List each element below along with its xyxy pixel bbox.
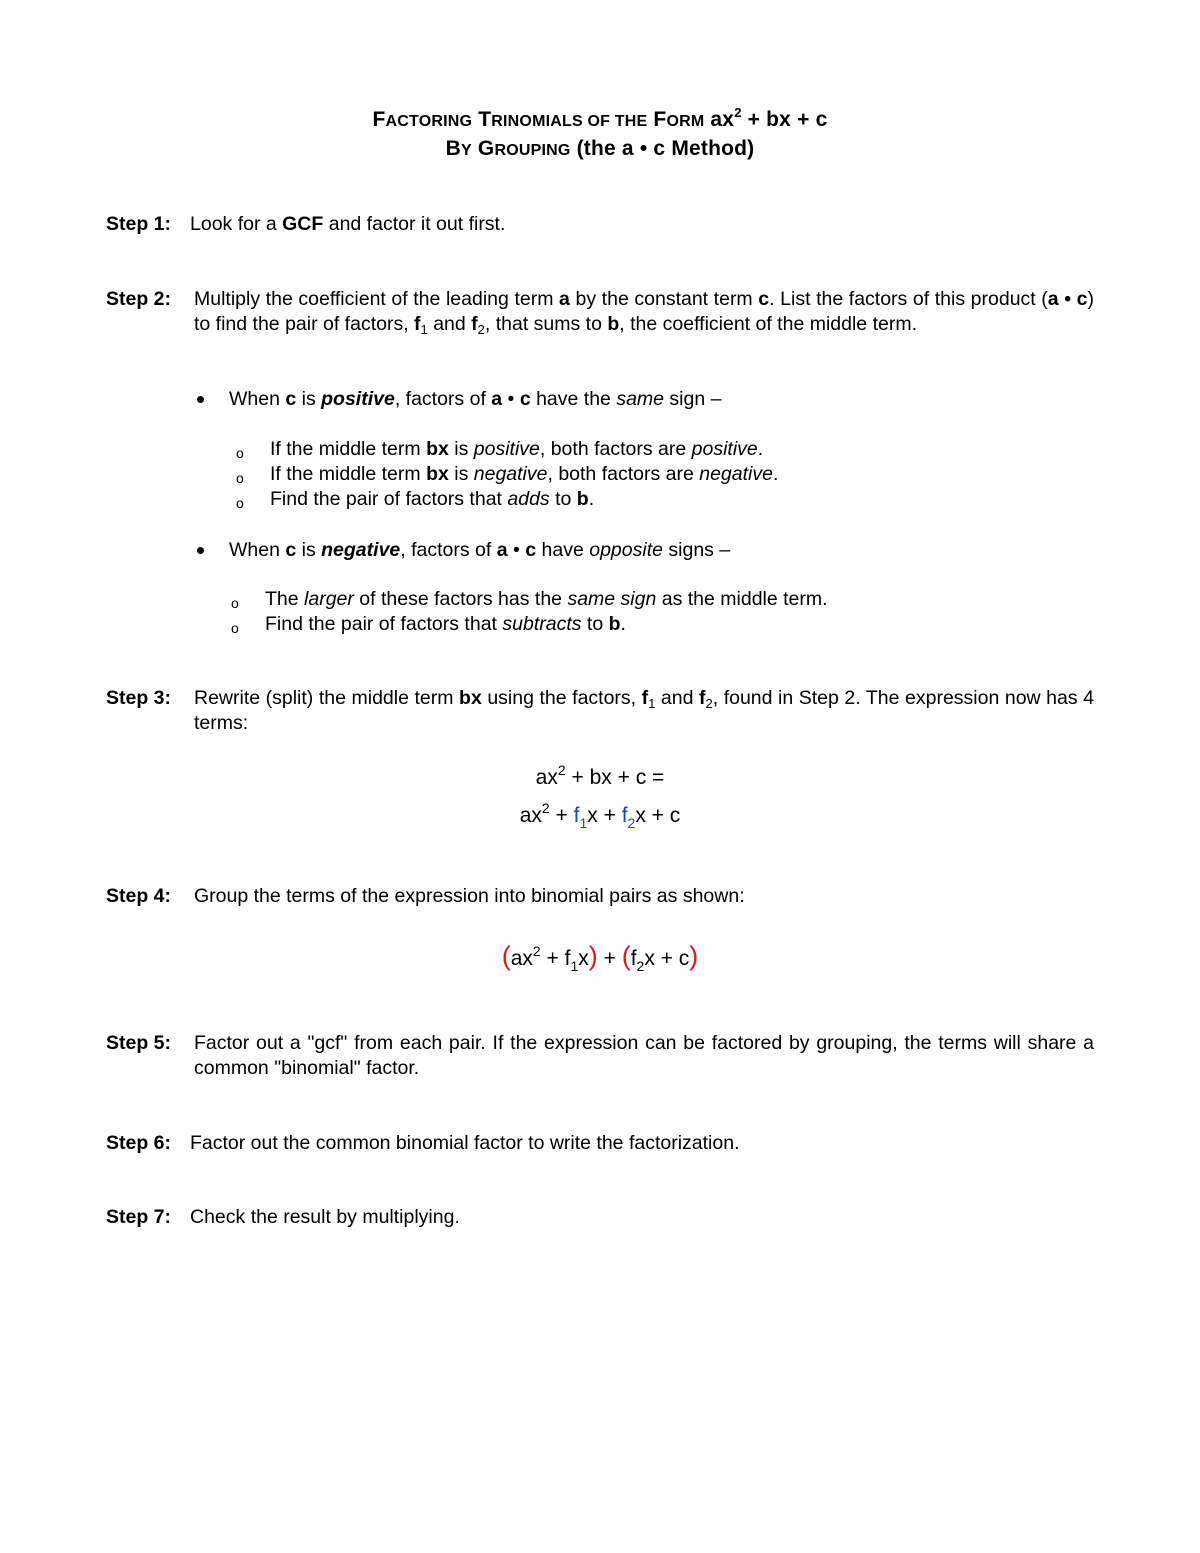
step-label: Step 7: bbox=[106, 1206, 172, 1228]
circle-bullet-icon: o bbox=[236, 445, 244, 461]
step-2 bbox=[106, 287, 1094, 337]
step-text: Check the result by multiplying. bbox=[190, 1206, 460, 1228]
equation-split-middle-term: $ax^2 + f_1x + f_2x + c$ bbox=[519, 800, 681, 831]
bullet-dot-icon bbox=[197, 396, 204, 403]
circle-bullet-icon: o bbox=[236, 495, 244, 511]
step-3 bbox=[106, 686, 1094, 736]
step-text: Factor out the common binomial factor to write the factorization. bbox=[190, 1132, 740, 1154]
sub-bullet: If the middle term bx is positive, both factors are positive. bbox=[270, 438, 764, 460]
equation-trinomial: $ax^2$ + bx + c = bbox=[535, 762, 665, 789]
page-title: FACTORING TRINOMIALS OF THE FORM $ax^2$ + bx + c bbox=[372, 105, 828, 131]
step-7 bbox=[106, 1205, 1094, 1230]
step-text: Look for a GCF and factor it out first. bbox=[190, 213, 506, 235]
step-label: Step 1: bbox=[106, 213, 172, 235]
sub-bullet: The larger of these factors has the same sign as the middle term. bbox=[265, 588, 828, 610]
bullet-c-positive: When c is positive, factors of a • c have the same sign – bbox=[229, 388, 722, 410]
sub-bullet: If the middle term bx is negative, both factors are negative. bbox=[270, 463, 779, 485]
equation-grouped: $(ax^2 + f_1x) + (f_2x + c)$ bbox=[501, 941, 699, 974]
step-label: Step 3: bbox=[106, 687, 172, 709]
bullet-dot-icon bbox=[197, 547, 204, 554]
step-text: Rewrite (split) the middle term bx using the factors, $f_1$ and $f_2$, found in Step 2. The expression now has 4 terms: bbox=[194, 687, 1094, 734]
circle-bullet-icon: o bbox=[231, 595, 239, 611]
step-label: Step 4: bbox=[106, 885, 172, 907]
page-subtitle: BY GROUPING (the a • c Method) bbox=[445, 137, 755, 160]
step-6 bbox=[106, 1131, 1094, 1156]
step-text: Multiply the coefficient of the leading term a by the constant term c. List the factors of this product (a • c) to find the pair of factors, $f_1$ and $f_2$, that sums to b, the coefficient of the middle term. bbox=[194, 288, 1094, 337]
sub-bullet: Find the pair of factors that subtracts to b. bbox=[265, 613, 626, 635]
sub-bullet: Find the pair of factors that adds to b. bbox=[270, 488, 595, 510]
bullet-c-negative: When c is negative, factors of a • c have opposite signs – bbox=[229, 539, 731, 561]
step-5 bbox=[106, 1031, 1094, 1081]
step-label: Step 2: bbox=[106, 288, 172, 310]
step-text: Factor out a "gcf" from each pair. If the expression can be factored by grouping, the terms will share a common "binomial" factor. bbox=[194, 1032, 1094, 1079]
circle-bullet-icon: o bbox=[236, 470, 244, 486]
step-1 bbox=[106, 212, 1094, 237]
step-label: Step 6: bbox=[106, 1132, 172, 1154]
step-label: Step 5: bbox=[106, 1032, 172, 1054]
circle-bullet-icon: o bbox=[231, 620, 239, 636]
step-text: Group the terms of the expression into binomial pairs as shown: bbox=[194, 885, 745, 907]
step-4 bbox=[106, 884, 1094, 909]
